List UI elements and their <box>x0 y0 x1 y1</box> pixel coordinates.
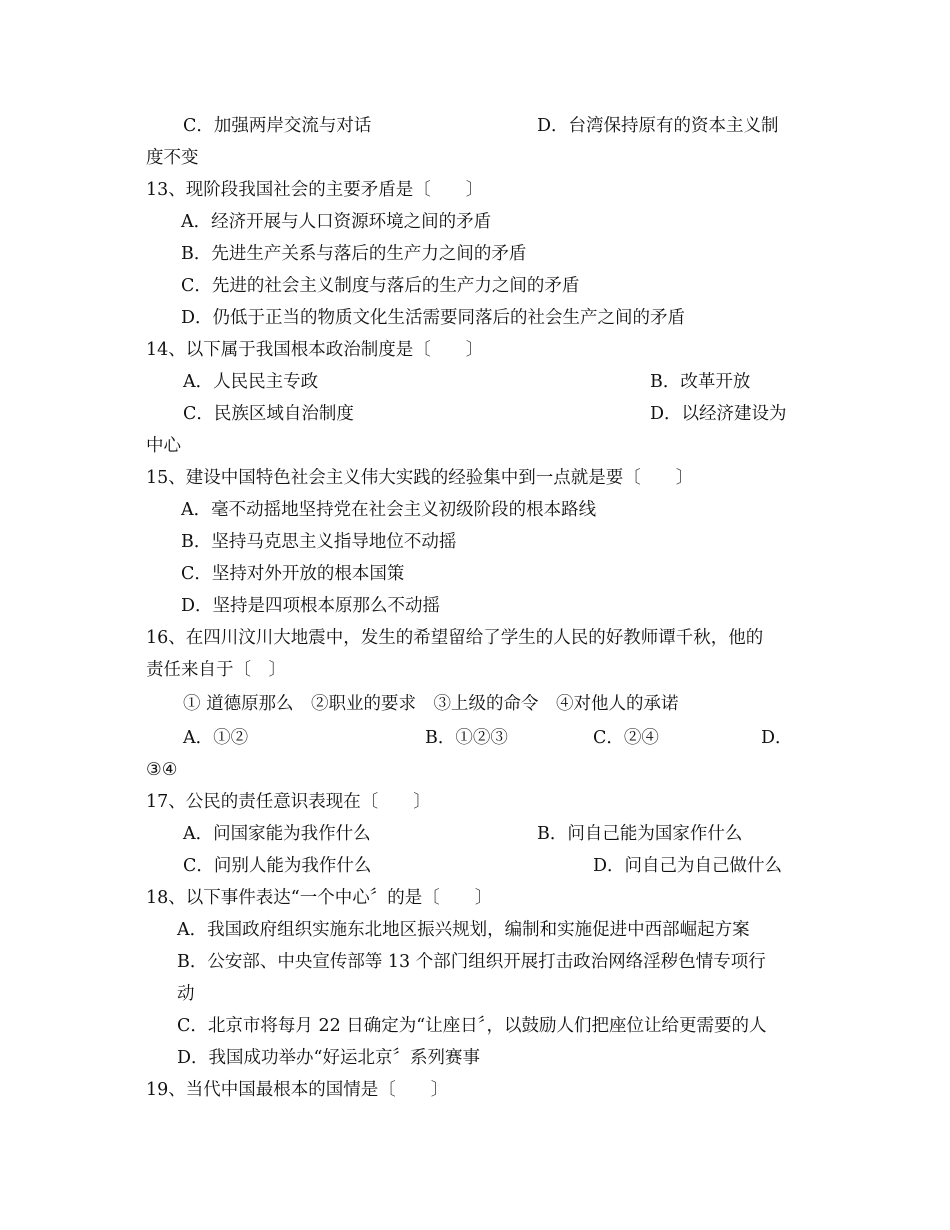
q12-option-c: C．加强两岸交流与对话 <box>183 116 372 136</box>
question-15: 15、建设中国特色社会主义伟大实践的经验集中到一点就是要〔 〕 <box>146 468 694 488</box>
q17-option-b: B．问自己能为国家作什么 <box>537 824 743 844</box>
q13-option-c: C．先进的社会主义制度与落后的生产力之间的矛盾 <box>181 276 580 296</box>
q16-option-d-continued: ③④ <box>146 760 178 780</box>
question-18: 18、以下事件表达“一个中心〞的是〔 〕 <box>146 888 493 908</box>
q14-option-a: A．人民民主专政 <box>183 372 319 392</box>
q16-option-a: A．①② <box>183 728 249 748</box>
q14-option-b: B．改革开放 <box>650 372 751 392</box>
question-13: 13、现阶段我国社会的主要矛盾是〔 〕 <box>146 180 484 200</box>
question-16: 16、在四川汶川大地震中，发生的希望留给了学生的人民的好教师谭千秋，他的 <box>146 628 764 648</box>
q18-option-b-continued: 动 <box>177 984 195 1004</box>
q16-option-c: C．②④ <box>593 728 659 748</box>
q15-option-a: A．毫不动摇地坚持党在社会主义初级阶段的根本路线 <box>181 500 597 520</box>
q18-option-d: D．我国成功举办“好运北京〞系列赛事 <box>177 1048 480 1068</box>
q13-option-a: A．经济开展与人口资源环境之间的矛盾 <box>181 212 492 232</box>
q17-option-a: A．问国家能为我作什么 <box>183 824 371 844</box>
q15-option-b: B．坚持马克思主义指导地位不动摇 <box>181 532 457 552</box>
q18-option-c: C．北京市将每月 22 日确定为“让座日〞，以鼓励人们把座位让给更需要的人 <box>177 1016 767 1036</box>
q17-option-c: C．问别人能为我作什么 <box>183 856 372 876</box>
question-16-continued: 责任来自于〔 〕 <box>146 660 286 680</box>
q12-option-d: D．台湾保持原有的资本主义制 <box>537 116 779 136</box>
q16-option-b: B．①②③ <box>425 728 508 748</box>
q16-option-d: D． <box>761 728 793 748</box>
q14-option-d: D．以经济建设为 <box>650 404 787 424</box>
q12-option-d-continued: 度不变 <box>146 148 199 168</box>
q15-option-c: C．坚持对外开放的根本国策 <box>181 564 405 584</box>
q15-option-d: D．坚持是四项根本原那么不动摇 <box>181 596 441 616</box>
question-19: 19、当代中国最根本的国情是〔 〕 <box>146 1080 449 1100</box>
q17-option-d: D．问自己为自己做什么 <box>593 856 783 876</box>
q14-option-d-continued: 中心 <box>146 436 181 456</box>
q16-statements: ① 道德原那么 ②职业的要求 ③上级的命令 ④对他人的承诺 <box>183 694 679 714</box>
q13-option-b: B．先进生产关系与落后的生产力之间的矛盾 <box>181 244 527 264</box>
q18-option-b: B．公安部、中央宣传部等 13 个部门组织开展打击政治网络淫秽色情专项行 <box>177 952 766 972</box>
q14-option-c: C．民族区域自治制度 <box>183 404 354 424</box>
q13-option-d: D．仍低于正当的物质文化生活需要同落后的社会生产之间的矛盾 <box>181 308 686 328</box>
q18-option-a: A．我国政府组织实施东北地区振兴规划，编制和实施促进中西部崛起方案 <box>177 920 750 940</box>
question-14: 14、以下属于我国根本政治制度是〔 〕 <box>146 340 484 360</box>
question-17: 17、公民的责任意识表现在〔 〕 <box>146 792 431 812</box>
